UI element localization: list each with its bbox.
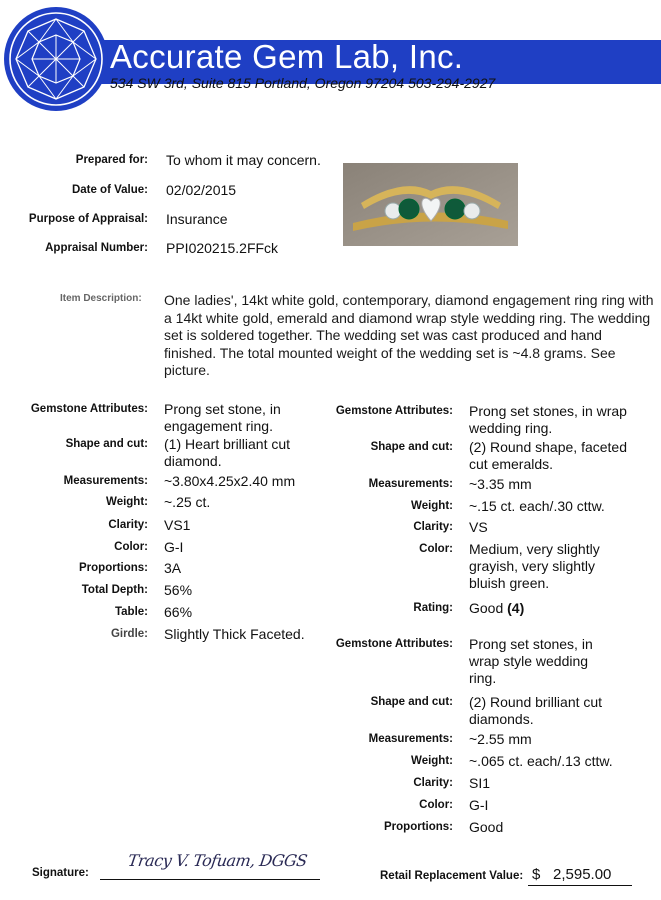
s3-attributes-value: Prong set stones, in wrap style wedding ring. [469, 636, 593, 686]
s1-girdle-label: Girdle: [110, 628, 148, 640]
s1-color-label: Color: [114, 541, 148, 553]
s1-table-label: Table: [114, 606, 148, 618]
prepared-for-label: Prepared for: [75, 154, 148, 166]
s2-color-value: Medium, very slightly grayish, very slightly bluish green. [469, 541, 600, 591]
s3-clarity-value: SI1 [469, 775, 491, 791]
s3-weight-value: ~.065 ct. each/.13 cttw. [469, 753, 613, 769]
company-address: 534 SW 3rd, Suite 815 Portland, Oregon 97204 503-294-2927 [110, 75, 496, 91]
s2-rating-value [469, 600, 524, 617]
s1-color-value: G-I [164, 539, 184, 555]
s1-weight-value: ~.25 ct. [164, 494, 211, 510]
s2-shape-label: Shape and cut: [370, 441, 453, 453]
s1-weight-label: Weight: [106, 496, 148, 508]
s2-weight-label: Weight: [411, 500, 453, 512]
s2-attributes-value: Prong set stones, in wrap wedding ring. [469, 403, 627, 436]
s1-clarity-label: Clarity: [108, 519, 148, 531]
gem-logo-icon [2, 5, 110, 113]
s3-proportions-label: Proportions: [384, 821, 453, 833]
s3-weight-label: Weight: [411, 755, 453, 767]
s2-color-label: Color: [419, 543, 453, 555]
s1-shape-label: Shape and cut: [65, 438, 148, 450]
retail-value-line [528, 885, 632, 886]
s1-measurements-value: ~3.80x4.25x2.40 mm [164, 473, 296, 489]
ring-photo [343, 163, 518, 246]
s2-measurements-value: ~3.35 mm [469, 476, 532, 492]
s3-attributes-label: Gemstone Attributes: [335, 638, 453, 650]
appraisal-number-label: Appraisal Number: [45, 242, 148, 254]
s3-proportions-value: Good [469, 819, 504, 835]
signature-handwriting: Tracy V. Tofuam, DGGS [126, 851, 309, 870]
retail-value-currency: $ [532, 866, 541, 883]
s1-total-depth-value: 56% [164, 582, 193, 598]
s3-shape-value: (2) Round brilliant cut diamonds. [469, 694, 603, 727]
item-description-text: One ladies', 14kt white gold, contemporary, diamond engagement ring ring with a 14kt white gold, emerald and diamond wrap style wedding ring. The wedding set is soldered together. The wedding set was cast produced and hand finished. The total mounted weight of the wedding set is ~4.8 grams. See picture. [164, 292, 654, 378]
signature-label: Signature: [32, 867, 89, 879]
s1-table-value: 66% [164, 604, 193, 620]
s1-clarity-value: VS1 [164, 517, 191, 533]
s2-clarity-value: VS [469, 519, 488, 535]
s3-clarity-label: Clarity: [413, 777, 453, 789]
purpose-value: Insurance [166, 211, 228, 227]
s2-clarity-label: Clarity: [413, 521, 453, 533]
s2-shape-value: (2) Round shape, faceted cut emeralds. [469, 439, 627, 472]
s2-measurements-label: Measurements: [368, 478, 453, 490]
s3-color-label: Color: [419, 799, 453, 811]
s1-attributes-value: Prong set stone, in engagement ring. [164, 401, 281, 434]
s1-attributes-label: Gemstone Attributes: [30, 403, 148, 415]
s1-girdle-value: Slightly Thick Faceted. [164, 626, 305, 642]
s1-proportions-label: Proportions: [79, 562, 148, 574]
s3-shape-label: Shape and cut: [370, 696, 453, 708]
appraisal-number-value: PPI020215.2FFck [166, 240, 279, 256]
s3-color-value: G-I [469, 797, 489, 813]
retail-value-label: Retail Replacement Value: [380, 870, 524, 882]
item-description-label: Item Description: [60, 293, 142, 304]
s2-weight-value: ~.15 ct. each/.30 cttw. [469, 498, 605, 514]
prepared-for-value: To whom it may concern. [166, 152, 321, 168]
s2-rating-grade: (4) [507, 600, 525, 616]
s2-rating-label: Rating: [413, 602, 453, 614]
retail-value-amount: 2,595.00 [553, 866, 612, 883]
purpose-label: Purpose of Appraisal: [28, 213, 148, 225]
s1-shape-value: (1) Heart brilliant cut diamond. [164, 436, 291, 469]
s1-total-depth-label: Total Depth: [81, 584, 148, 596]
s1-proportions-value: 3A [164, 560, 182, 576]
date-of-value: 02/02/2015 [166, 182, 237, 198]
s3-measurements-value: ~2.55 mm [469, 731, 532, 747]
date-of-value-label: Date of Value: [71, 184, 148, 196]
s3-measurements-label: Measurements: [368, 733, 453, 745]
signature-line [100, 879, 320, 880]
s2-rating-text: Good [469, 600, 504, 616]
company-name: Accurate Gem Lab, Inc. [110, 38, 464, 75]
s1-measurements-label: Measurements: [63, 475, 148, 487]
s2-attributes-label: Gemstone Attributes: [335, 405, 453, 417]
